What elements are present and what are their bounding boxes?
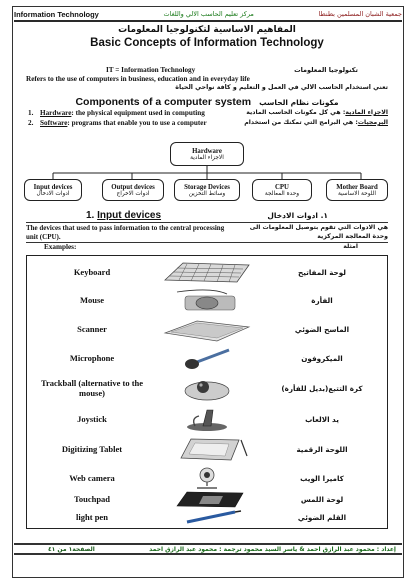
hardware-term-arabic: الاجزاء المادية (345, 109, 388, 116)
software-term: Software (40, 119, 68, 127)
diagram-node-cpu: CPU وحدة المعالجة (252, 179, 312, 201)
touchpad-icon (157, 490, 257, 508)
trackball-icon (157, 374, 257, 402)
header-association: جمعية الشبان المسلمين بطنطا (318, 10, 402, 18)
tablet-icon (157, 436, 257, 462)
keyboard-icon (157, 260, 257, 284)
table-row: light pen القلم الضوئي (27, 508, 387, 526)
input-devices-section (26, 210, 388, 251)
it-definition-arabic: تعني استخدام الحاسب الالي في العمل و التعليم و كافة نواحي الحياة (175, 84, 388, 91)
light-pen-icon (157, 508, 257, 526)
diagram-node-mother-board: Mother Board اللوحة الاساسية (326, 179, 388, 201)
page-footer (14, 543, 402, 555)
components-title-arabic: مكونات نظام الحاسب (259, 98, 339, 107)
software-term-arabic: البرمجيات (357, 119, 388, 126)
hardware-term: Hardware (40, 109, 72, 117)
page-title-english: Basic Concepts of Information Technology (90, 37, 324, 49)
list-item: 1. Hardware: the physical equipment used in computing الاجزاء المادية: هي كل مكونات الحاسب المادية (28, 109, 388, 117)
examples-label: Examples: (44, 243, 77, 251)
input-devices-title-arabic: ١. ادوات الادخال (267, 211, 328, 220)
it-definition-english: Refers to the use of computers in business, education and in everyday life (26, 75, 250, 83)
table-row: Mouse الفأرة (27, 288, 387, 312)
microphone-icon (157, 346, 257, 370)
components-list (28, 109, 388, 129)
input-devices-title: 1. Input devices (86, 210, 162, 221)
footer-credits: إعداد : محمود عبد الرازق احمد & ياسر السيد محمود ترجمة : محمود عبد الرازق احمد (149, 545, 396, 553)
table-row: Microphone الميكروفون (27, 346, 387, 370)
diagram-node-output-devices: Output devices ادوات الاخراج (102, 179, 164, 201)
table-row: Web camera كاميرا الويب (27, 466, 387, 490)
diagram-root-hardware: Hardware الاجزاء المادية (170, 142, 244, 166)
page-header (14, 8, 402, 22)
components-title-english: Components of a computer system (75, 96, 252, 108)
diagram-node-input-devices: Input devices ادوات الادخال (24, 179, 82, 201)
joystick-icon (157, 406, 257, 432)
diagram-node-storage-devices: Storage Devices وسائط التخزين (174, 179, 240, 201)
mouse-icon (157, 288, 257, 312)
page-title-arabic: المفاهيم الاساسية لتكنولوجيا المعلومات (118, 25, 296, 35)
header-subject: Information Technology (14, 9, 99, 19)
table-row: Scanner الماسح الضوئي (27, 316, 387, 342)
it-abbreviation-arabic: تكنولوجيا المعلومات (294, 66, 358, 74)
page-number: الصفحة١ من ٤١ (48, 545, 95, 553)
table-row: Digitizing Tablet اللوحة الرقمية (27, 436, 387, 462)
table-row: Keyboard لوحة المفاتيح (27, 260, 387, 284)
scanner-icon (157, 317, 257, 341)
hardware-diagram (20, 140, 394, 206)
table-row: Joystick يد الالعاب (27, 406, 387, 432)
header-center-name: مركز تعليم الحاسب الالي واللغات (163, 10, 254, 18)
examples-table (26, 255, 388, 529)
list-item: 2. Software: programs that enable you to use a computer البرمجيات: هي البرامج التي تمكنك من استخدام (28, 119, 388, 127)
webcam-icon (157, 466, 257, 490)
input-devices-definition-arabic: هي الادوات التي تقوم بتوصيل المعلومات الى وحدة المعالجة المركزية (249, 224, 388, 240)
it-abbreviation: IT = Information Technology (106, 66, 196, 74)
table-row: Touchpad لوحة اللمس (27, 490, 387, 508)
input-devices-definition: The devices that used to pass information to the central processing unit (CPU). (26, 224, 225, 241)
it-definition (26, 66, 388, 96)
table-row: Trackball (alternative to the mouse) كرة التتبع(بديل للفأرة) (27, 374, 387, 402)
examples-label-arabic: امثلة (343, 243, 358, 250)
components-heading (0, 96, 414, 108)
